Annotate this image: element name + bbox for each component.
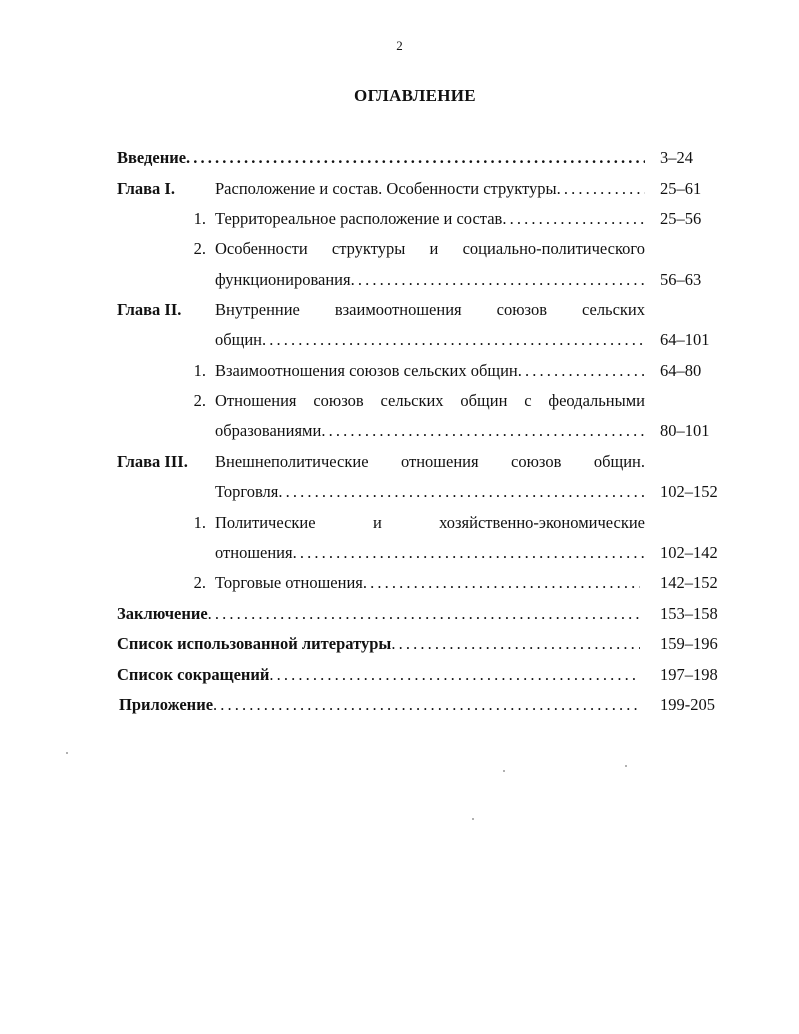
ch3-section-2-title xyxy=(215,571,640,595)
chapter-3-pages: 102–152 xyxy=(660,482,718,501)
ch3-section-1-title-line2 xyxy=(215,541,645,565)
dot-leader xyxy=(208,602,640,626)
chapter-1-title xyxy=(215,177,645,201)
dot-leader xyxy=(518,359,645,383)
ch3-section-2-title-text: Торговые отношения xyxy=(215,573,363,592)
chapter-2-label: Глава II. xyxy=(117,300,182,319)
ch1-section-2-number: 2. xyxy=(193,239,206,258)
ch3-section-1-number: 1. xyxy=(193,513,206,532)
toc-entry-intro-label: Введение xyxy=(117,148,187,167)
dot-leader xyxy=(293,541,645,565)
ch2-section-1-number: 1. xyxy=(193,361,206,380)
chapter-2-title-line1: Внутренние взаимоотношения союзов сельских xyxy=(215,300,645,319)
dot-leader xyxy=(278,480,645,504)
toc-entry-appendix-pages: 199-205 xyxy=(660,695,715,714)
ch2-section-2-pages: 80–101 xyxy=(660,421,710,440)
dot-leader xyxy=(363,571,640,595)
ch1-section-1-title xyxy=(215,207,645,231)
toc-entry-appendix xyxy=(119,693,640,717)
ch1-section-2-title-line2-text: функционирования xyxy=(215,270,351,289)
toc-entry-conclusion xyxy=(117,602,640,626)
dot-leader xyxy=(269,663,640,687)
chapter-2-pages: 64–101 xyxy=(660,330,710,349)
toc-entry-bibliography-pages: 159–196 xyxy=(660,634,718,653)
ch1-section-2-title-line2 xyxy=(215,268,645,292)
dot-leader xyxy=(391,632,640,656)
ch3-section-2-number: 2. xyxy=(193,573,206,592)
ch2-section-1-title xyxy=(215,359,645,383)
ch1-section-2-pages: 56–63 xyxy=(660,270,702,289)
dot-leader xyxy=(557,177,645,201)
dot-leader xyxy=(321,419,645,443)
ch2-section-1-pages: 64–80 xyxy=(660,361,702,380)
ch3-section-1-pages: 102–142 xyxy=(660,543,718,562)
ch1-section-1-pages: 25–56 xyxy=(660,209,702,228)
toc-entry-intro xyxy=(117,146,645,170)
toc-entry-intro-pages: 3–24 xyxy=(660,148,693,167)
chapter-1-title-text: Расположение и состав. Особенности структуры xyxy=(215,179,557,198)
scan-speck xyxy=(66,752,68,754)
toc-entry-abbreviations-pages: 197–198 xyxy=(660,665,718,684)
toc-entry-bibliography-label: Список использованной литературы xyxy=(117,634,392,653)
ch2-section-2-title-line2 xyxy=(215,419,645,443)
chapter-3-title-line1: Внешнеполитические отношения союзов общин. xyxy=(215,452,645,471)
ch3-section-1-title-line2-text: отношения xyxy=(215,543,293,562)
toc-entry-conclusion-pages: 153–158 xyxy=(660,604,718,623)
toc-entry-appendix-label: Приложение xyxy=(119,695,214,714)
chapter-1-pages: 25–61 xyxy=(660,179,702,198)
dot-leader xyxy=(351,268,645,292)
toc-entry-conclusion-label: Заключение xyxy=(117,604,208,623)
page-title: ОГЛАВЛЕНИЕ xyxy=(354,86,476,105)
chapter-3-title-line2 xyxy=(215,480,645,504)
toc-entry-abbreviations xyxy=(117,663,640,687)
dot-leader xyxy=(186,146,645,170)
toc-entry-abbreviations-label: Список сокращений xyxy=(117,665,270,684)
dot-leader xyxy=(213,693,640,717)
chapter-3-label: Глава III. xyxy=(117,452,188,471)
ch2-section-2-title-line1: Отношения союзов сельских общин с феодальными xyxy=(215,391,645,410)
ch1-section-1-number: 1. xyxy=(193,209,206,228)
dot-leader xyxy=(262,328,645,352)
ch1-section-2-title-line1: Особенности структуры и социально-политического xyxy=(215,239,645,258)
ch3-section-1-title-line1: Политические и хозяйственно-экономические xyxy=(215,513,645,532)
ch1-section-1-title-text: Территореальное расположение и состав xyxy=(215,209,503,228)
ch2-section-1-title-text: Взаимоотношения союзов сельских общин xyxy=(215,361,518,380)
chapter-2-title-line2-text: общин xyxy=(215,330,263,349)
scan-speck xyxy=(625,765,627,767)
chapter-2-title-line2 xyxy=(215,328,645,352)
ch2-section-2-title-line2-text: образованиями xyxy=(215,421,322,440)
chapter-1-label: Глава I. xyxy=(117,179,175,198)
scan-speck xyxy=(503,770,505,772)
chapter-3-title-line2-text: Торговля xyxy=(215,482,279,501)
toc-entry-bibliography xyxy=(117,632,640,656)
ch2-section-2-number: 2. xyxy=(193,391,206,410)
scan-speck xyxy=(472,818,474,820)
page-number: 2 xyxy=(396,38,403,53)
ch3-section-2-pages: 142–152 xyxy=(660,573,718,592)
dot-leader xyxy=(502,207,645,231)
